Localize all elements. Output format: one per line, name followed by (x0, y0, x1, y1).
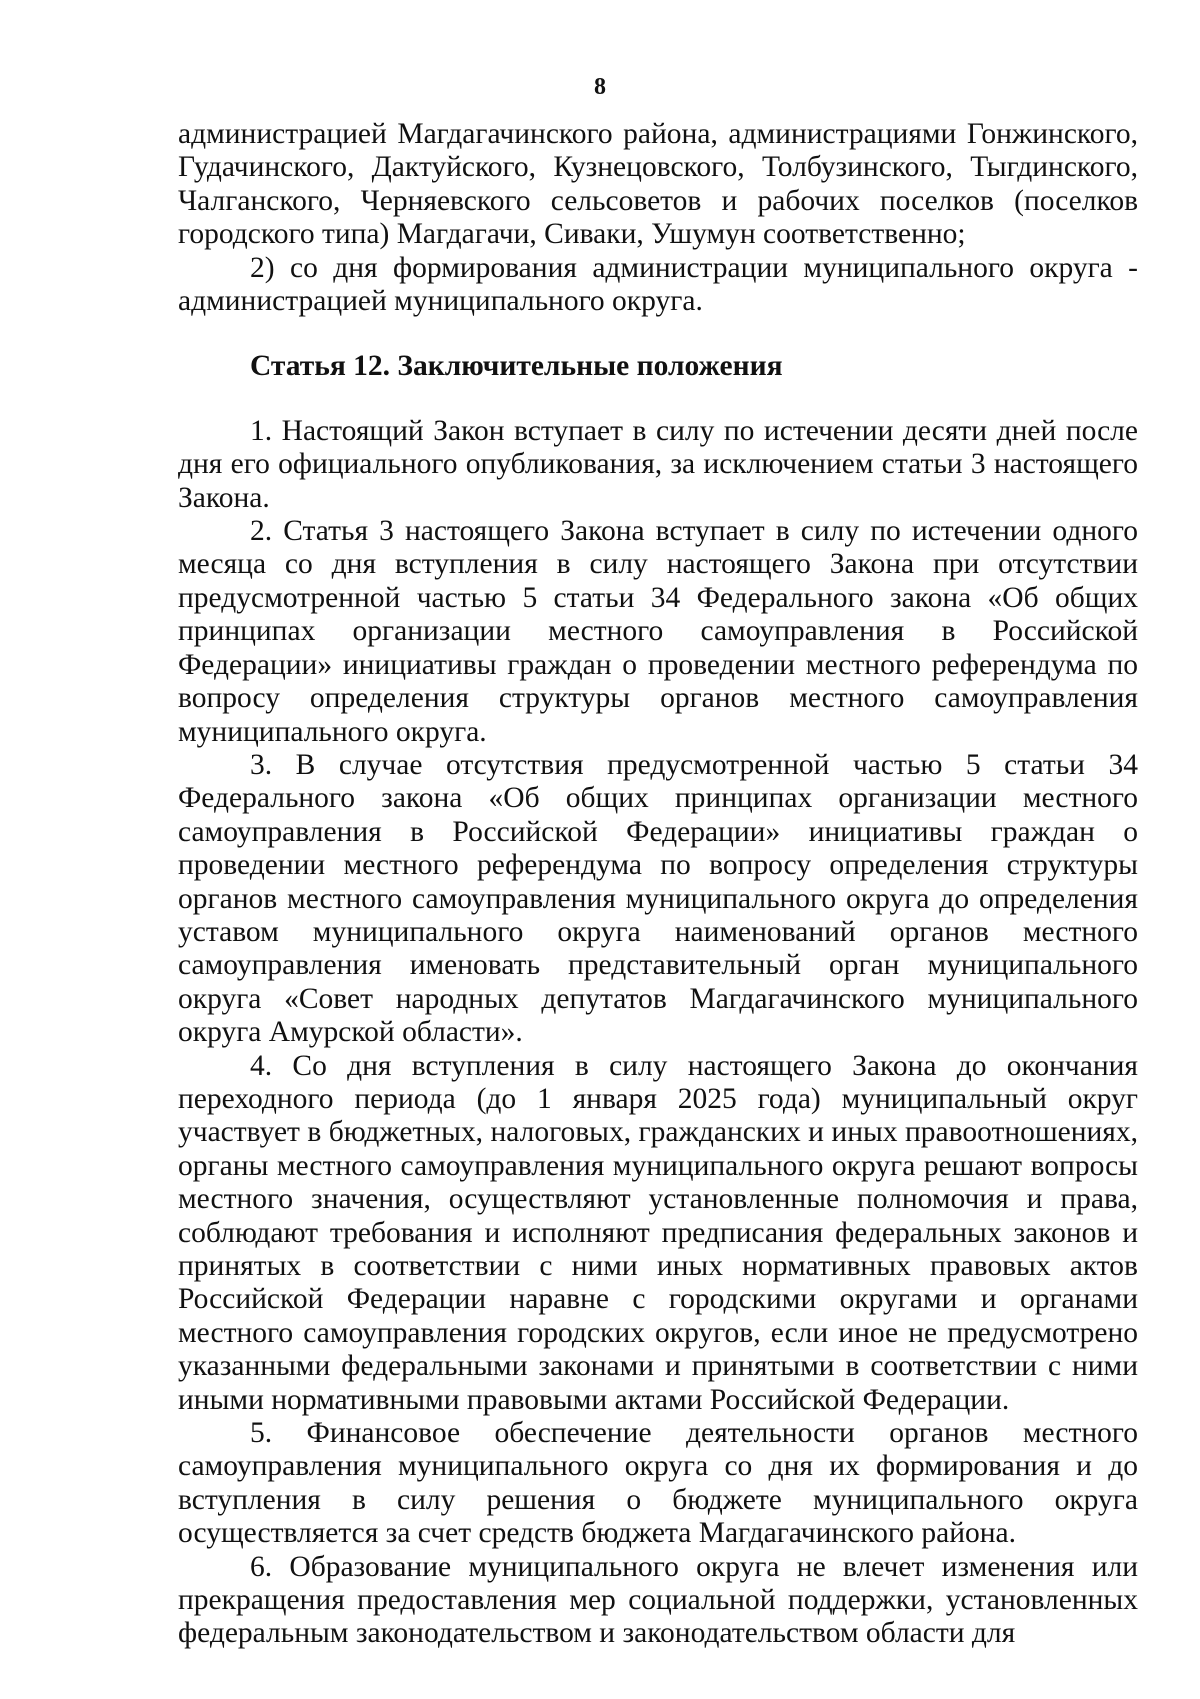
paragraph-4: 4. Со дня вступления в силу настоящего Закона до окончания переходного периода (до 1 января 2025 года) муниципальный округ участвует в бюджетных, налоговых, гражданских и иных правоотношениях, органы местного самоуправления муниципального округа решают вопросы местного значения, осуществляют установленные полномочия и права, соблюдают требования и исполняют предписания федеральных законов и принятых в соответствии с ними иных нормативных правовых актов Российской Федерации наравне с городскими округами и органами местного самоуправления городских округов, если иное не предусмотрено указанными федеральными законами и принятыми в соответствии с ними иными нормативными правовыми актами Российской Федерации. (178, 1049, 1138, 1416)
item-2-paragraph: 2) со дня формирования администрации муниципального округа - администрацией муниципального округа. (178, 251, 1138, 318)
document-body (178, 118, 1138, 1651)
page-number: 8 (594, 74, 606, 100)
paragraph-3: 3. В случае отсутствия предусмотренной частью 5 статьи 34 Федерального закона «Об общих принципах организации местного самоуправления в Российской Федерации» инициативы граждан о проведении местного референдума по вопросу определения структуры органов местного самоуправления муниципального округа до определения уставом муниципального округа наименований органов местного самоуправления именовать представительный орган муниципального округа «Совет народных депутатов Магдагачинского муниципального округа Амурской области». (178, 748, 1138, 1049)
intro-paragraph: администрацией Магдагачинского района, администрациями Гонжинского, Гудачинского, Дактуйского, Кузнецовского, Толбузинского, Тыгдинского, Чалганского, Черняевского сельсоветов и рабочих поселков (поселков городского типа) Магдагачи, Сиваки, Ушумун соответственно; (178, 118, 1138, 251)
paragraph-1: 1. Настоящий Закон вступает в силу по истечении десяти дней после дня его официального опубликования, за исключением статьи 3 настоящего Закона. (178, 414, 1138, 514)
paragraph-6: 6. Образование муниципального округа не влечет изменения или прекращения предоставления мер социальной поддержки, установленных федеральным законодательством и законодательством области для (178, 1550, 1138, 1650)
paragraph-5: 5. Финансовое обеспечение деятельности органов местного самоуправления муниципального округа со дня их формирования и до вступления в силу решения о бюджете муниципального округа осуществляется за счет средств бюджета Магдагачинского района. (178, 1417, 1138, 1550)
article-heading: Статья 12. Заключительные положения (250, 350, 783, 383)
paragraph-2: 2. Статья 3 настоящего Закона вступает в силу по истечении одного месяца со дня вступления в силу настоящего Закона при отсутствии предусмотренной частью 5 статьи 34 Федерального закона «Об общих принципах организации местного самоуправления в Российской Федерации» инициативы граждан о проведении местного референдума по вопросу определения структуры органов местного самоуправления муниципального округа. (178, 515, 1138, 748)
